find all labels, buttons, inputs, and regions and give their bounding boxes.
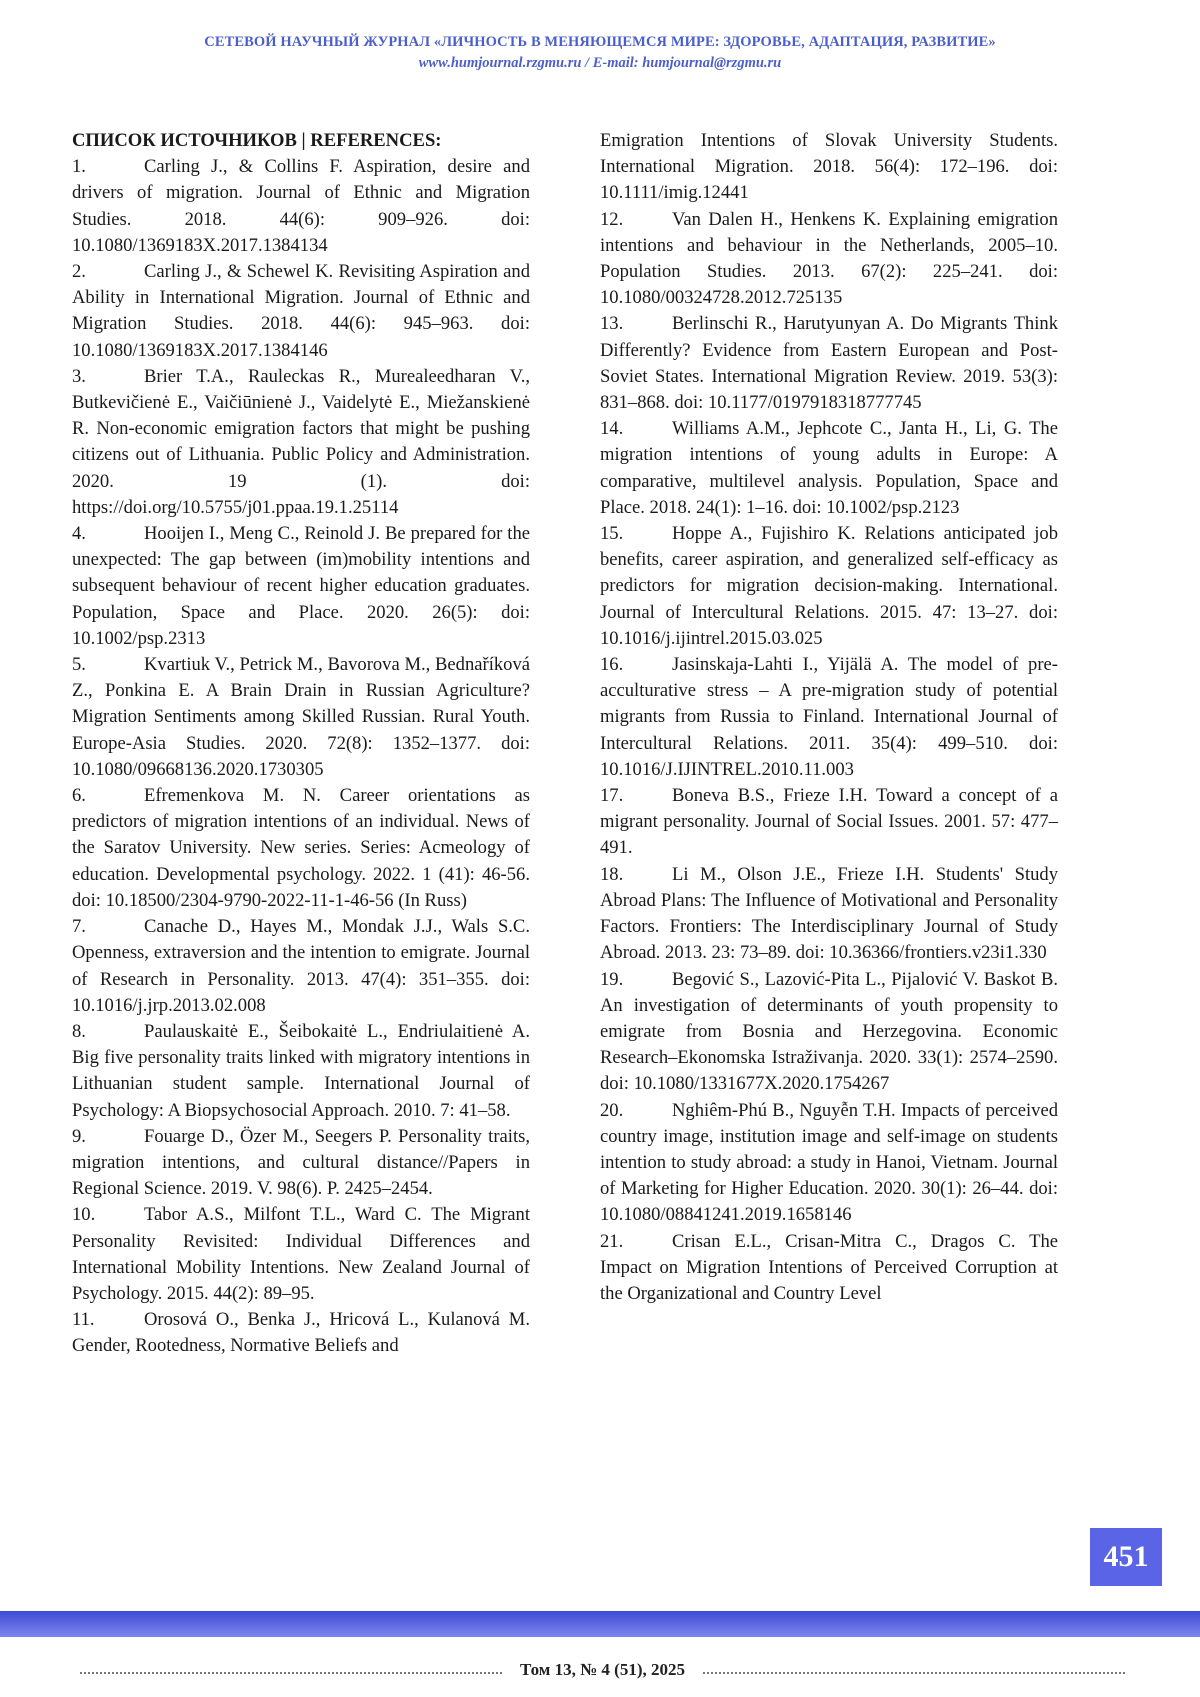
reference-entry <box>72 1307 530 1359</box>
reference-number: 5. <box>72 654 86 676</box>
footer-color-bar <box>0 1611 1200 1637</box>
reference-text: Van Dalen H., Henkens K. Explaining emigration intentions and behaviour in the Netherlands, 2005–10. Population Studies. 2013. 67(2): 225–241. doi: 10.1080/00324728.2012.725135 <box>600 208 1058 309</box>
reference-text: Paulauskaitė E., Šeibokaitė L., Endriulaitienė A. Big five personality traits linked with migratory intentions in Lithuanian student sample. International Journal of Psychology: A Biopsychosocial Approach. 2010. 7: 41–58. <box>72 1020 530 1121</box>
reference-number: 12. <box>600 208 624 230</box>
references-right-column <box>600 128 1058 1307</box>
reference-number: 17. <box>600 785 624 807</box>
reference-number: 2. <box>72 261 86 283</box>
reference-number: 14. <box>600 418 624 440</box>
footer <box>80 1660 1125 1680</box>
reference-text: Fouarge D., Özer M., Seegers P. Personality traits, migration intentions, and cultural distance//Papers in Regional Science. 2019. V. 98(6). P. 2425–2454. <box>72 1125 530 1200</box>
reference-text: Hoppe A., Fujishiro K. Relations anticipated job benefits, career aspiration, and generalized self-efficacy as predictors for migration decision-making. International. Journal of Intercultural Relations. 2015. 47: 13–27. doi: 10.1016/j.ijintrel.2015.03.025 <box>600 523 1058 649</box>
reference-number: 8. <box>72 1020 86 1042</box>
reference-entry <box>72 1124 530 1203</box>
reference-text: Carling J., & Collins F. Aspiration, desire and drivers of migration. Journal of Ethnic and Migration Studies. 2018. 44(6): 909–926. doi: 10.1080/1369183X.2017.1384134 <box>72 156 530 256</box>
reference-number: 10. <box>72 1204 96 1226</box>
reference-entry <box>600 207 1058 312</box>
reference-text: Hooijen I., Meng C., Reinold J. Be prepared for the unexpected: The gap between (im)mobility intentions and subsequent behaviour of recent higher education graduates. Population, Space and Place. 2020. 26(5): doi: 10.1002/psp.2313 <box>72 523 530 649</box>
reference-number: 9. <box>72 1125 86 1147</box>
reference-text: Kvartiuk V., Petrick M., Bavorova M., Bednaříková Z., Ponkina E. A Brain Drain in Russian Agriculture? Migration Sentiments among Skilled Russian. Rural Youth. Europe-Asia Studies. 2020. 72(8): 1352–1377. doi: 10.1080/09668136.2020.1730305 <box>72 654 530 780</box>
reference-text: Efremenkova M. N. Career orientations as predictors of migration intentions of an individual. News of the Saratov University. New series. Series: Acmeology of education. Developmental psychology. 2022. 1 (41): 46-56. doi: 10.18500/2304-9790-2022-11-1-46-56 (In Russ) <box>72 785 530 911</box>
reference-number: 16. <box>600 654 624 676</box>
reference-entry <box>72 521 530 652</box>
reference-entry <box>72 259 530 364</box>
reference-number: 21. <box>600 1230 624 1252</box>
reference-entry <box>600 416 1058 521</box>
reference-entry <box>600 1229 1058 1308</box>
reference-entry <box>72 914 530 1019</box>
reference-number: 6. <box>72 785 86 807</box>
reference-text: Berlinschi R., Harutyunyan A. Do Migrants Think Differently? Evidence from Eastern European and Post-Soviet States. International Migration Review. 2019. 53(3): 831–868. doi: 10.1177/0197918318777745 <box>600 313 1058 414</box>
reference-text: Jasinskaja-Lahti I., Yijälä A. The model of pre-acculturative stress – A pre-migration study of potential migrants from Russia to Finland. International Journal of Intercultural Relations. 2011. 35(4): 499–510. doi: 10.1016/J.IJINTREL.2010.11.003 <box>600 654 1058 780</box>
reference-entry <box>600 862 1058 967</box>
reference-entry <box>72 652 530 783</box>
reference-text: Williams A.M., Jephcote C., Janta H., Li, G. The migration intentions of young adults in Europe: A comparative, multilevel analysis. Population, Space and Place. 2018. 24(1): 1–16. doi: 10.1002/psp.2123 <box>600 418 1058 518</box>
reference-text: Carling J., & Schewel K. Revisiting Aspiration and Ability in International Migration. Journal of Ethnic and Migration Studies. 2018. 44(6): 945–963. doi: 10.1080/1369183X.2017.1384146 <box>72 261 530 361</box>
reference-text: Orosová O., Benka J., Hricová L., Kulanová M. Gender, Rootedness, Normative Beliefs and <box>72 1309 530 1357</box>
reference-number: 7. <box>72 916 86 938</box>
reference-entry <box>72 1019 530 1124</box>
page-number-badge: 451 <box>1090 1528 1162 1586</box>
reference-number: 19. <box>600 968 624 990</box>
right-reference-list <box>600 207 1058 1308</box>
reference-text: Begović S., Lazović-Pita L., Pijalović V. Baskot B. An investigation of determinants of youth propensity to emigrate from Bosnia and Herzegovina. Economic Research–Ekonomska Istraživanja. 2020. 33(1): 2574–2590. doi: 10.1080/1331677X.2020.1754267 <box>600 968 1058 1095</box>
reference-number: 15. <box>600 523 624 545</box>
journal-website-email: www.humjournal.rzgmu.ru / E-mail: humjournal@rzgmu.ru <box>418 55 782 71</box>
footer-dots-right <box>703 1672 1125 1674</box>
references-heading: СПИСОК ИСТОЧНИКОВ | REFERENCES: <box>72 130 442 151</box>
reference-entry <box>72 1202 530 1307</box>
reference-text: Crisan E.L., Crisan-Mitra C., Dragos C. The Impact on Migration Intentions of Perceived Corruption at the Organizational and Country Level <box>600 1230 1058 1304</box>
reference-entry <box>72 364 530 521</box>
journal-title: СЕТЕВОЙ НАУЧНЫЙ ЖУРНАЛ «ЛИЧНОСТЬ В МЕНЯЮЩЕМСЯ МИРЕ: ЗДОРОВЬЕ, АДАПТАЦИЯ, РАЗВИТИЕ» <box>204 34 996 50</box>
reference-text: Boneva B.S., Frieze I.H. Toward a concept of a migrant personality. Journal of Social Issues. 2001. 57: 477–491. <box>600 785 1058 859</box>
issue-info: Том 13, № 4 (51), 2025 <box>520 1660 685 1679</box>
reference-text: Tabor A.S., Milfont T.L., Ward C. The Migrant Personality Revisited: Individual Differences and International Mobility Intentions. New Zealand Journal of Psychology. 2015. 44(2): 89–95. <box>72 1204 530 1304</box>
reference-entry <box>600 521 1058 652</box>
left-reference-list <box>72 154 530 1359</box>
reference-text: Brier T.A., Rauleckas R., Murealeedharan V., Butkevičienė E., Vaičiūnienė J., Vaidelytė E., Miežanskienė R. Non-economic emigration factors that might be pushing citizens out of Lithuania. Public Policy and Administration. 2020. 19 (1). doi: https://doi.org/10.5755/j01.ppaa.19.1.25114 <box>72 365 530 518</box>
reference-number: 18. <box>600 863 624 885</box>
reference-number: 20. <box>600 1099 624 1121</box>
reference-number: 3. <box>72 365 86 387</box>
reference-text: Canache D., Hayes M., Mondak J.J., Wals S.C. Openness, extraversion and the intention to emigrate. Journal of Research in Personality. 2013. 47(4): 351–355. doi: 10.1016/j.jrp.2013.02.008 <box>72 916 530 1016</box>
reference-entry <box>600 967 1058 1098</box>
footer-dots-left <box>80 1672 502 1674</box>
reference-entry <box>600 311 1058 416</box>
reference-entry <box>72 154 530 259</box>
reference-number: 13. <box>600 313 624 335</box>
reference-entry <box>72 783 530 914</box>
reference-continuation: Emigration Intentions of Slovak University Students. International Migration. 2018. 56(4): 172–196. doi: 10.1111/imig.12441 <box>600 130 1058 204</box>
references-left-column <box>72 128 530 1360</box>
reference-text: Nghiêm-Phú B., Nguyễn T.H. Impacts of perceived country image, institution image and self-image on students intention to study abroad: a study in Hanoi, Vietnam. Journal of Marketing for Higher Education. 2020. 30(1): 26–44. doi: 10.1080/08841241.2019.1658146 <box>600 1099 1058 1226</box>
reference-entry <box>600 783 1058 862</box>
reference-entry <box>600 1098 1058 1229</box>
reference-number: 11. <box>72 1309 95 1331</box>
reference-number: 1. <box>72 156 86 178</box>
reference-number: 4. <box>72 523 86 545</box>
reference-text: Li M., Olson J.E., Frieze I.H. Students' Study Abroad Plans: The Influence of Motivational and Personality Factors. Frontiers: The Interdisciplinary Journal of Study Abroad. 2013. 23: 73–89. doi: 10.36366/frontiers.v23i1.330 <box>600 863 1058 964</box>
reference-entry <box>600 652 1058 783</box>
